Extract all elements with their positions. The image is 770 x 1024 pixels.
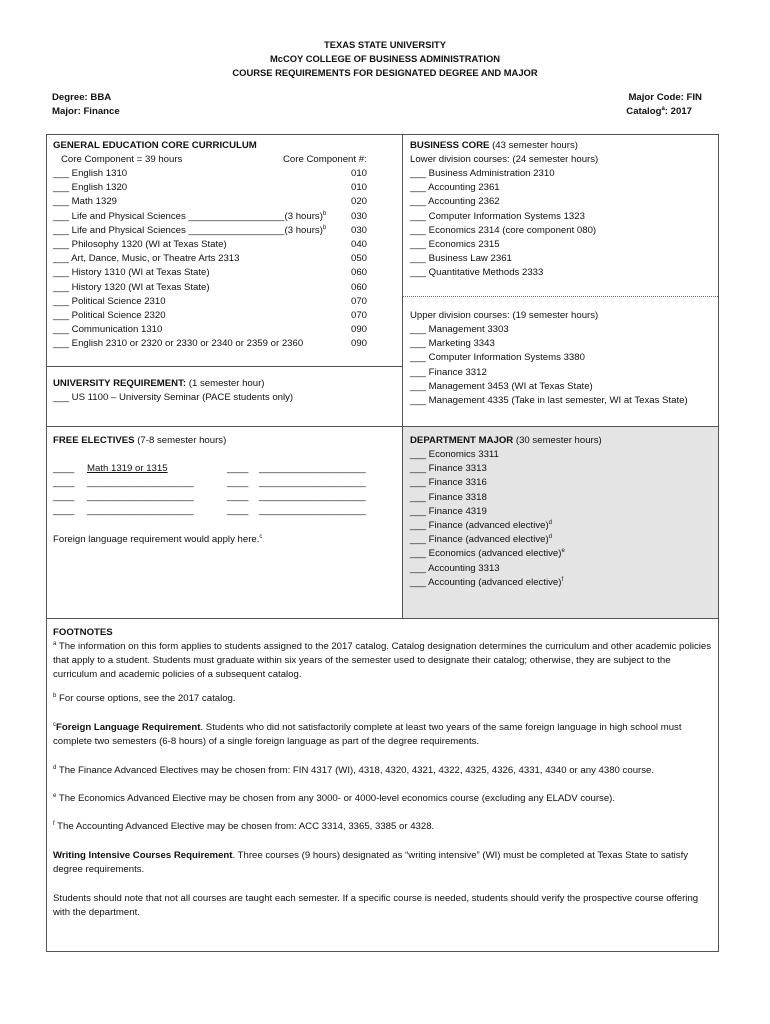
course-label: ___ Art, Dance, Music, or Theatre Arts 2313: [53, 253, 240, 265]
department-major-section: [402, 426, 719, 619]
course-offering-note: Students should note that not all courses are taught each semester. If a specific course is needed, students should verify the prospective course offering with the department.: [53, 893, 699, 919]
core-component-code: 020: [350, 196, 367, 208]
core-component-header: Core Component #:: [283, 154, 367, 165]
lower-division-course: [410, 210, 596, 224]
upper-division-course: [410, 380, 688, 394]
elective-right-4-line[interactable]: ____________________: [259, 505, 366, 516]
core-component-code: 060: [350, 267, 367, 279]
course-label: ___ Management 3453 (WI at Texas State): [410, 380, 593, 392]
gen-ed-list: [53, 167, 367, 351]
course-label: ___ Life and Physical Sciences __________________(3 hours): [53, 210, 323, 222]
department-major-title: DEPARTMENT MAJOR (30 semester hours): [410, 435, 602, 446]
course-label: ___ Finance 3316: [410, 477, 487, 489]
gen-ed-course-row: [53, 309, 367, 323]
footnote-marker: d: [548, 533, 553, 540]
lower-division-course: [410, 195, 596, 209]
footnotes-section: [46, 618, 719, 952]
course-label: ___ Business Law 2361: [410, 253, 512, 265]
upper-division-title: Upper division courses: (19 semester hours): [410, 310, 599, 321]
department-course: [410, 519, 565, 533]
gen-ed-course-row: [53, 281, 367, 295]
elective-right-2-blank[interactable]: ____: [227, 477, 249, 488]
department-course: [410, 533, 565, 547]
footnote-marker: b: [322, 210, 327, 217]
course-label: ___ English 1310: [53, 168, 128, 179]
elective-row-4-line[interactable]: ____________________: [87, 505, 194, 516]
course-label: ___ Economics 2314 (core component 080): [410, 224, 597, 236]
header-university: TEXAS STATE UNIVERSITY: [323, 39, 447, 50]
gen-ed-section: [46, 134, 403, 367]
elective-row-1-course: Math 1319 or 1315: [87, 463, 168, 474]
university-seminar-item: ___ US 1100 – University Seminar (PACE students only): [53, 392, 294, 403]
department-course: [410, 491, 565, 505]
course-label: ___ Computer Information Systems 1323: [410, 210, 585, 222]
gen-ed-title: GENERAL EDUCATION CORE CURRICULUM: [53, 140, 257, 151]
footnote-d: $^d$ The Finance Advanced Electives may be chosen from: FIN 4317 (WI), 4318, 4320, 4321, 4322, 4325, 4326, 4331, 4340 or any 4380 course.: [53, 764, 655, 776]
upper-division-course: [410, 337, 688, 351]
elective-row-3-line[interactable]: ____________________: [87, 491, 194, 502]
university-requirement-section: [46, 366, 403, 427]
course-label: ___ Quantitative Methods 2333: [410, 267, 544, 279]
lower-division-title: Lower division courses: (24 semester hours): [410, 154, 599, 165]
elective-row-4-blank[interactable]: ____: [53, 505, 75, 516]
gen-ed-course-row: [53, 252, 367, 266]
elective-row-2-line[interactable]: ____________________: [87, 477, 194, 488]
footnote-e: $^e$ The Economics Advanced Elective may be chosen from any 3000- or 4000-level economics course (excluding any ELADV course).: [53, 792, 616, 804]
business-core-section: [402, 134, 719, 427]
gen-ed-course-row: [53, 295, 367, 309]
core-component-code: 010: [350, 168, 367, 179]
department-course: [410, 505, 565, 519]
elective-row-1-blank[interactable]: ____: [53, 463, 75, 474]
core-component-code: 040: [350, 238, 367, 250]
catalog-label: Catalog$^a$: 2017: [626, 105, 692, 117]
course-label: ___ Communication 1310: [53, 324, 163, 336]
free-electives-section: [46, 426, 403, 619]
elective-right-4-blank[interactable]: ____: [227, 505, 249, 516]
upper-division-course: [410, 351, 688, 365]
university-requirement-title: UNIVERSITY REQUIREMENT: (1 semester hour): [53, 378, 265, 389]
upper-division-course: [410, 394, 688, 408]
course-label: ___ Finance 3312: [410, 366, 487, 378]
free-electives-title: FREE ELECTIVES (7-8 semester hours): [53, 435, 227, 446]
core-component-code: 060: [350, 281, 367, 293]
core-component-code: 070: [350, 309, 367, 321]
course-label: ___ History 1320 (WI at Texas State): [53, 281, 210, 293]
department-course: [410, 576, 565, 590]
elective-row-3-blank[interactable]: ____: [53, 491, 75, 502]
course-label: ___ Accounting 3313: [410, 562, 500, 574]
footnote-marker: d: [548, 519, 553, 526]
elective-right-1-blank[interactable]: ____: [227, 463, 249, 474]
course-label: ___ Management 4335 (Take in last semester, WI at Texas State): [410, 394, 688, 406]
elective-right-2-line[interactable]: ____________________: [259, 477, 366, 488]
major-label: Major: Finance: [52, 106, 120, 117]
footnotes-title: FOOTNOTES: [53, 627, 113, 638]
elective-right-3-line[interactable]: ____________________: [259, 491, 366, 502]
footnote-f: $^f$ The Accounting Advanced Elective may be chosen from: ACC 3314, 3365, 3385 or 4328.: [53, 820, 435, 832]
header-form-title: COURSE REQUIREMENTS FOR DESIGNATED DEGREE AND MAJOR: [232, 67, 538, 78]
department-course: [410, 476, 565, 490]
department-course: [410, 562, 565, 576]
course-label: ___ Economics (advanced elective): [410, 548, 562, 560]
business-core-divider: [403, 296, 718, 297]
course-label: ___ History 1310 (WI at Texas State): [53, 267, 210, 279]
lower-division-course: [410, 238, 596, 252]
course-label: ___ English 1320: [53, 182, 128, 194]
lower-division-course: [410, 181, 596, 195]
course-label: ___ Accounting 2362: [410, 196, 500, 208]
department-course: [410, 448, 565, 462]
upper-division-list: [410, 323, 688, 408]
course-label: ___ Accounting (advanced elective): [410, 576, 562, 588]
lower-division-course: [410, 224, 596, 238]
core-component-code: 030: [350, 224, 367, 236]
course-label: ___ Business Administration 2310: [410, 168, 555, 179]
footnote-marker: b: [322, 224, 327, 231]
elective-right-1-line[interactable]: ____________________: [259, 463, 366, 474]
gen-ed-course-row: [53, 181, 367, 195]
gen-ed-course-row: [53, 224, 367, 238]
course-label: ___ Math 1329: [53, 196, 118, 208]
lower-division-course: [410, 167, 596, 181]
course-label: ___ Marketing 3343: [410, 338, 495, 350]
core-component-code: 050: [350, 253, 367, 265]
footnote-c: $^c$Foreign Language Requirement. Students who did not satisfactorily complete at least two years of the same foreign language in high school must complete two semesters (6-8 hours) of a single foreign language as part of the degree requirements.: [53, 721, 682, 748]
footnote-marker: e: [561, 548, 565, 555]
course-label: ___ Finance 3313: [410, 463, 487, 475]
writing-intensive-note: Writing Intensive Courses Requirement. Three courses (9 hours) designated as “writing intensive” (WI) must be completed at Texas State to satisfy degree requirements.: [53, 850, 689, 876]
gen-ed-course-row: [53, 337, 367, 351]
course-label: ___ Management 3303: [410, 324, 509, 335]
department-major-list: [410, 448, 565, 590]
course-label: ___ Philosophy 1320 (WI at Texas State): [53, 238, 227, 250]
course-label: ___ Economics 2315: [410, 238, 500, 250]
foreign-language-note: Foreign language requirement would apply here.$^c$: [53, 533, 263, 545]
footnote-b: $^b$ For course options, see the 2017 catalog.: [53, 692, 236, 704]
major-code-label: Major Code: FIN: [628, 92, 702, 103]
gen-ed-course-row: [53, 167, 367, 181]
lower-division-course: [410, 252, 596, 266]
gen-ed-course-row: [53, 238, 367, 252]
course-label: ___ Finance 3318: [410, 491, 487, 503]
business-core-title: BUSINESS CORE (43 semester hours): [410, 140, 578, 151]
upper-division-course: [410, 366, 688, 380]
course-label: ___ Computer Information Systems 3380: [410, 352, 585, 364]
department-course: [410, 547, 565, 561]
elective-right-3-blank[interactable]: ____: [227, 491, 249, 502]
gen-ed-course-row: [53, 195, 367, 209]
core-component-code: 070: [350, 295, 367, 307]
course-label: ___ Economics 3311: [410, 449, 499, 460]
footnote-a: $^a$ The information on this form applies to students assigned to the 2017 catalog. Catalog designation determines the curriculum and other academic policies that apply to a student. Students must graduate within six years of the semester used to designate their catalog; otherwise, they are subject to the curriculum and academic policies of a subsequent catalog.: [53, 640, 712, 681]
course-label: ___ Political Science 2310: [53, 295, 166, 307]
core-component-code: 090: [350, 338, 367, 350]
course-label: ___ Finance 4319: [410, 505, 487, 517]
course-label: ___ Finance (advanced elective): [410, 534, 549, 546]
elective-row-2-blank[interactable]: ____: [53, 477, 75, 488]
gen-ed-course-row: [53, 210, 367, 224]
core-component-code: 010: [350, 182, 367, 194]
header-college: McCOY COLLEGE OF BUSINESS ADMINISTRATION: [269, 53, 501, 64]
course-label: ___ Political Science 2320: [53, 309, 166, 321]
course-label: ___ Finance (advanced elective): [410, 519, 549, 531]
degree-label: Degree: BBA: [52, 92, 112, 103]
gen-ed-course-row: [53, 266, 367, 280]
gen-ed-subtitle: Core Component = 39 hours: [61, 154, 183, 165]
core-component-code: 090: [350, 324, 367, 336]
course-label: ___ Accounting 2361: [410, 182, 500, 194]
course-label: ___ Life and Physical Sciences __________________(3 hours): [53, 224, 323, 236]
footnote-marker: f: [561, 576, 564, 583]
lower-division-list: [410, 167, 596, 281]
gen-ed-course-row: [53, 323, 367, 337]
department-course: [410, 462, 565, 476]
core-component-code: 030: [350, 210, 367, 222]
course-label: ___ English 2310 or 2320 or 2330 or 2340 or 2359 or 2360: [53, 338, 304, 350]
lower-division-course: [410, 266, 596, 280]
upper-division-course: [410, 323, 688, 337]
